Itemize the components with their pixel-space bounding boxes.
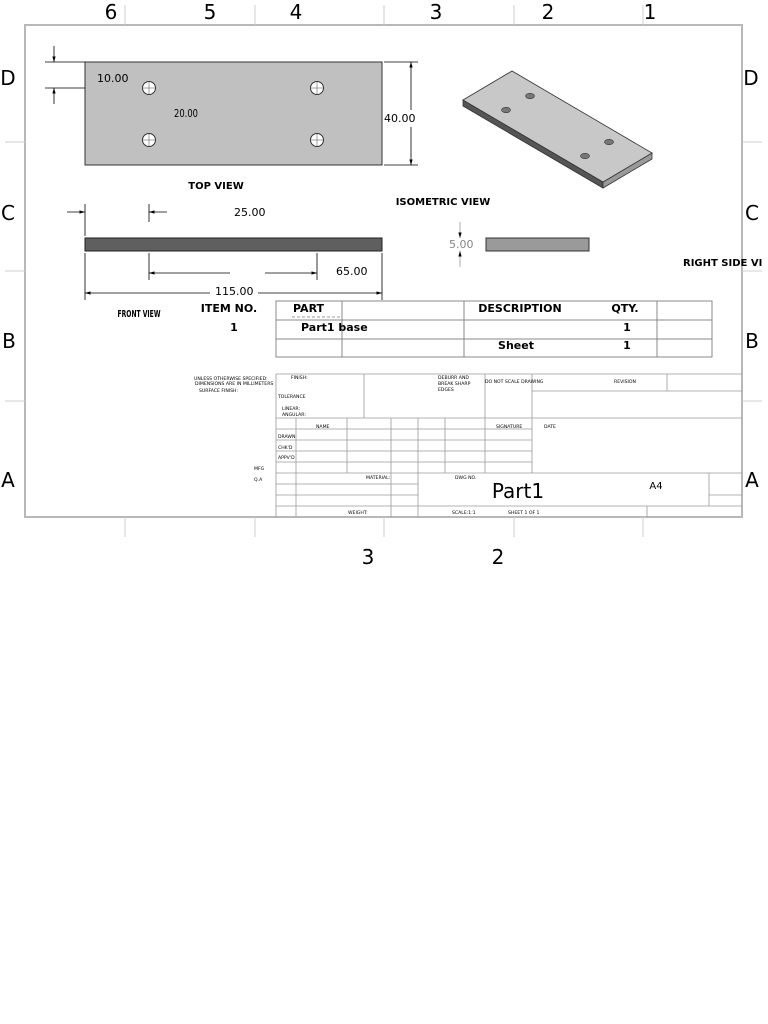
tb-surface-finish: SURFACE FINISH:: [199, 389, 239, 394]
right-side-view: [449, 222, 762, 269]
tb-scale: SCALE:1:1: [452, 511, 476, 516]
tb-chkd: CHK'D: [278, 446, 293, 451]
dim-hole-offset-front: 25.00: [234, 206, 266, 219]
tb-qa: Q.A: [254, 478, 263, 483]
zone-number-1: 1: [643, 0, 657, 24]
front-view-plate: [85, 238, 382, 251]
tb-deburr-2: BREAK SHARP: [438, 382, 471, 387]
dim-hole-offset-x: 20.00: [174, 107, 198, 120]
bom-header-qty: QTY.: [611, 302, 639, 315]
top-view-hole: [143, 82, 156, 95]
bom-row-qty: 1: [623, 339, 631, 352]
isometric-view: [396, 71, 652, 208]
tb-material: MATERIAL:: [366, 476, 391, 481]
iso-hole: [502, 107, 511, 112]
tb-angular: ANGULAR:: [282, 413, 306, 418]
tb-dims-mm: DIMENSIONS ARE IN MILLIMETERS: [195, 382, 274, 387]
dim-hole-offset-y: 10.00: [97, 72, 129, 85]
right-view-plate: [486, 238, 589, 251]
tb-do-not-scale: DO NOT SCALE DRAWING: [485, 380, 544, 385]
top-view-hole: [311, 134, 324, 147]
zone-letter-a-right: A: [745, 468, 759, 492]
zone-number-6: 6: [104, 0, 118, 24]
bom-header-part: PART: [293, 302, 325, 315]
dim-thickness: 5.00: [449, 238, 474, 251]
bom-row-item-no: 1: [230, 321, 238, 334]
top-view-label: TOP VIEW: [188, 181, 244, 192]
zone-number-2: 2: [541, 0, 555, 24]
bom-table: [201, 301, 712, 357]
tb-deburr-3: EDGES: [438, 388, 454, 393]
isometric-view-label: ISOMETRIC VIEW: [395, 197, 491, 208]
bom-header-item-no: ITEM NO.: [200, 302, 258, 315]
tb-linear: LINEAR:: [282, 407, 300, 412]
iso-hole: [526, 93, 535, 98]
tb-sheet: SHEET 1 OF 1: [508, 511, 540, 516]
zone-letter-c-left: C: [1, 201, 15, 225]
tb-mfg: MFG: [254, 467, 265, 472]
tb-signature-header: SIGNATURE: [496, 425, 523, 430]
zone-number-3-bottom: 3: [361, 545, 375, 569]
tb-unless-specified: UNLESS OTHERWISE SPECIFIED:: [194, 377, 268, 382]
tb-size: A4: [649, 481, 663, 492]
tb-dwg-no: DWG NO.: [455, 476, 477, 481]
bom-header-description: DESCRIPTION: [478, 302, 562, 315]
dim-hole-spacing: 65.00: [336, 265, 368, 278]
iso-hole: [605, 139, 614, 144]
tb-deburr-1: DEBURR AND: [438, 376, 469, 381]
zone-number-3: 3: [429, 0, 443, 24]
tb-finish: FINISH:: [291, 376, 308, 381]
bom-row-part: Part1 base: [301, 321, 368, 334]
zone-letter-b-right: B: [745, 329, 759, 353]
tb-revision: REVISION: [614, 380, 636, 385]
tb-title: Part1: [491, 479, 545, 503]
front-view-label: FRONT VIEW: [117, 309, 161, 320]
bom-row-qty: 1: [623, 321, 631, 334]
iso-hole: [581, 153, 590, 158]
title-block: [194, 374, 742, 517]
right-side-view-label: RIGHT SIDE VI: [683, 258, 763, 269]
top-view: [45, 46, 418, 192]
tb-appvd: APPV'D: [278, 456, 295, 461]
top-view-plate: [85, 62, 382, 165]
tb-drawn: DRAWN: [278, 435, 296, 440]
tb-name-header: NAME: [316, 425, 330, 430]
dim-length: 115.00: [215, 285, 254, 298]
top-view-hole: [311, 82, 324, 95]
zone-letter-d-right: D: [743, 66, 759, 90]
tb-date-header: DATE: [544, 425, 556, 430]
zone-letter-d-left: D: [0, 66, 16, 90]
tb-weight: WEIGHT:: [348, 511, 368, 516]
bom-row-description: Sheet: [498, 339, 534, 352]
zone-letter-a-left: A: [1, 468, 15, 492]
zone-number-5: 5: [203, 0, 217, 24]
zone-number-4: 4: [289, 0, 303, 24]
dim-height: 40.00: [384, 112, 416, 125]
zone-letter-c-right: C: [745, 201, 759, 225]
zone-number-2-bottom: 2: [491, 545, 505, 569]
top-view-hole: [143, 134, 156, 147]
tb-tolerance: TOLERANCE: [278, 395, 306, 400]
zone-letter-b-left: B: [2, 329, 16, 353]
